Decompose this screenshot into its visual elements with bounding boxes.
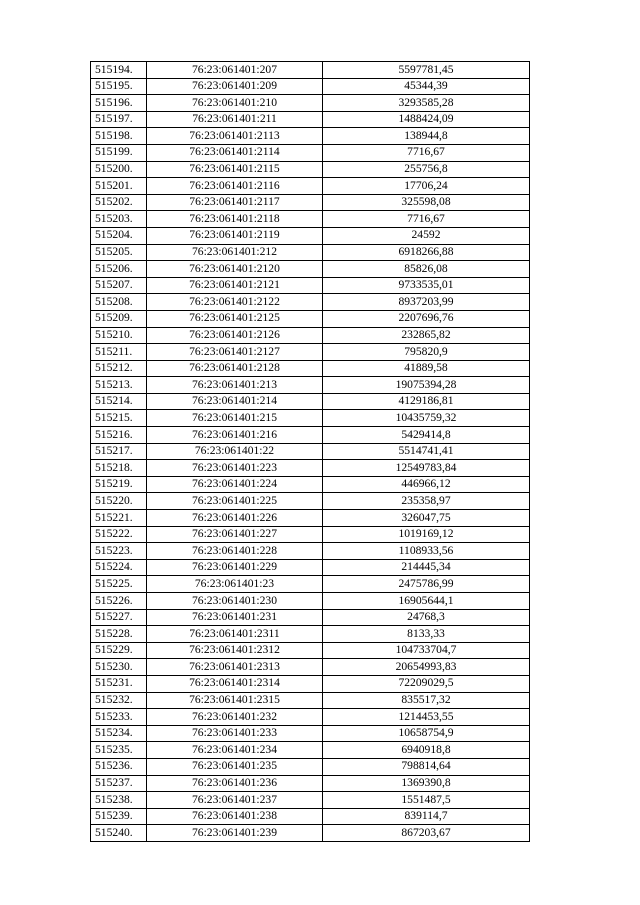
- cadastral-value-cell: 6940918,8: [323, 742, 530, 759]
- row-number-cell: 515219.: [91, 476, 147, 493]
- row-number-cell: 515233.: [91, 709, 147, 726]
- row-number-cell: 515235.: [91, 742, 147, 759]
- cadastral-value-cell: 235358,97: [323, 493, 530, 510]
- cadastral-value-cell: 798814,64: [323, 758, 530, 775]
- row-number-cell: 515214.: [91, 393, 147, 410]
- cadastral-value-cell: 325598,08: [323, 194, 530, 211]
- table-row: [91, 178, 530, 195]
- cadastral-number-cell: 76:23:061401:237: [147, 792, 323, 809]
- table-row: [91, 360, 530, 377]
- cadastral-number-cell: 76:23:061401:231: [147, 609, 323, 626]
- table-row: [91, 775, 530, 792]
- cadastral-value-cell: 3293585,28: [323, 95, 530, 112]
- row-number-cell: 515207.: [91, 277, 147, 294]
- cadastral-number-cell: 76:23:061401:227: [147, 526, 323, 543]
- cadastral-number-cell: 76:23:061401:233: [147, 725, 323, 742]
- cadastral-number-cell: 76:23:061401:210: [147, 95, 323, 112]
- cadastral-number-cell: 76:23:061401:2122: [147, 294, 323, 311]
- cadastral-value-cell: 7716,67: [323, 211, 530, 228]
- cadastral-value-cell: 2207696,76: [323, 310, 530, 327]
- cadastral-number-cell: 76:23:061401:215: [147, 410, 323, 427]
- cadastral-value-cell: 5514741,41: [323, 443, 530, 460]
- table-row: [91, 626, 530, 643]
- cadastral-number-cell: 76:23:061401:234: [147, 742, 323, 759]
- row-number-cell: 515208.: [91, 294, 147, 311]
- row-number-cell: 515236.: [91, 758, 147, 775]
- cadastral-number-cell: 76:23:061401:2119: [147, 227, 323, 244]
- table-row: [91, 493, 530, 510]
- row-number-cell: 515201.: [91, 178, 147, 195]
- cadastral-value-cell: 4129186,81: [323, 393, 530, 410]
- table-row: [91, 609, 530, 626]
- row-number-cell: 515217.: [91, 443, 147, 460]
- table-row: [91, 543, 530, 560]
- table-row: [91, 377, 530, 394]
- table-row: [91, 642, 530, 659]
- table-row: [91, 443, 530, 460]
- cadastral-value-cell: 24592: [323, 227, 530, 244]
- row-number-cell: 515230.: [91, 659, 147, 676]
- row-number-cell: 515206.: [91, 261, 147, 278]
- row-number-cell: 515197.: [91, 111, 147, 128]
- table-row: [91, 410, 530, 427]
- table-row: [91, 95, 530, 112]
- table-row: [91, 393, 530, 410]
- row-number-cell: 515209.: [91, 310, 147, 327]
- cadastral-value-cell: 8937203,99: [323, 294, 530, 311]
- row-number-cell: 515231.: [91, 675, 147, 692]
- cadastral-number-cell: 76:23:061401:224: [147, 476, 323, 493]
- cadastral-number-cell: 76:23:061401:23: [147, 576, 323, 593]
- row-number-cell: 515221.: [91, 510, 147, 527]
- cadastral-number-cell: 76:23:061401:207: [147, 62, 323, 79]
- cadastral-number-cell: 76:23:061401:2120: [147, 261, 323, 278]
- cadastral-number-cell: 76:23:061401:225: [147, 493, 323, 510]
- cadastral-value-cell: 16905644,1: [323, 593, 530, 610]
- cadastral-value-cell: 1369390,8: [323, 775, 530, 792]
- row-number-cell: 515225.: [91, 576, 147, 593]
- row-number-cell: 515240.: [91, 825, 147, 842]
- row-number-cell: 515222.: [91, 526, 147, 543]
- cadastral-number-cell: 76:23:061401:2312: [147, 642, 323, 659]
- cadastral-value-cell: 5429414,8: [323, 427, 530, 444]
- row-number-cell: 515199.: [91, 144, 147, 161]
- cadastral-value-table: [90, 61, 530, 842]
- table-row: [91, 758, 530, 775]
- table-row: [91, 675, 530, 692]
- table-row: [91, 277, 530, 294]
- cadastral-value-cell: 41889,58: [323, 360, 530, 377]
- row-number-cell: 515229.: [91, 642, 147, 659]
- cadastral-number-cell: 76:23:061401:2126: [147, 327, 323, 344]
- cadastral-value-cell: 104733704,7: [323, 642, 530, 659]
- cadastral-number-cell: 76:23:061401:238: [147, 808, 323, 825]
- cadastral-number-cell: 76:23:061401:2113: [147, 128, 323, 145]
- table-row: [91, 593, 530, 610]
- cadastral-value-cell: 214445,34: [323, 559, 530, 576]
- cadastral-value-cell: 8133,33: [323, 626, 530, 643]
- row-number-cell: 515205.: [91, 244, 147, 261]
- cadastral-number-cell: 76:23:061401:2121: [147, 277, 323, 294]
- table-row: [91, 244, 530, 261]
- table-row: [91, 576, 530, 593]
- row-number-cell: 515212.: [91, 360, 147, 377]
- cadastral-value-cell: 795820,9: [323, 344, 530, 361]
- cadastral-value-cell: 839114,7: [323, 808, 530, 825]
- row-number-cell: 515213.: [91, 377, 147, 394]
- table-row: [91, 427, 530, 444]
- cadastral-number-cell: 76:23:061401:2128: [147, 360, 323, 377]
- cadastral-value-cell: 138944,8: [323, 128, 530, 145]
- cadastral-value-cell: 24768,3: [323, 609, 530, 626]
- cadastral-value-cell: 9733535,01: [323, 277, 530, 294]
- cadastral-number-cell: 76:23:061401:228: [147, 543, 323, 560]
- table-row: [91, 792, 530, 809]
- cadastral-number-cell: 76:23:061401:2314: [147, 675, 323, 692]
- cadastral-value-cell: 5597781,45: [323, 62, 530, 79]
- cadastral-number-cell: 76:23:061401:239: [147, 825, 323, 842]
- cadastral-number-cell: 76:23:061401:2315: [147, 692, 323, 709]
- cadastral-value-cell: 45344,39: [323, 78, 530, 95]
- table-row: [91, 692, 530, 709]
- row-number-cell: 515204.: [91, 227, 147, 244]
- cadastral-value-cell: 835517,32: [323, 692, 530, 709]
- row-number-cell: 515232.: [91, 692, 147, 709]
- cadastral-value-cell: 1488424,09: [323, 111, 530, 128]
- cadastral-number-cell: 76:23:061401:235: [147, 758, 323, 775]
- cadastral-number-cell: 76:23:061401:2125: [147, 310, 323, 327]
- cadastral-value-cell: 326047,75: [323, 510, 530, 527]
- cadastral-value-cell: 1019169,12: [323, 526, 530, 543]
- cadastral-number-cell: 76:23:061401:236: [147, 775, 323, 792]
- cadastral-number-cell: 76:23:061401:2311: [147, 626, 323, 643]
- table-row: [91, 526, 530, 543]
- cadastral-number-cell: 76:23:061401:212: [147, 244, 323, 261]
- cadastral-number-cell: 76:23:061401:2313: [147, 659, 323, 676]
- cadastral-value-cell: 1214453,55: [323, 709, 530, 726]
- cadastral-value-cell: 2475786,99: [323, 576, 530, 593]
- row-number-cell: 515210.: [91, 327, 147, 344]
- cadastral-value-cell: 20654993,83: [323, 659, 530, 676]
- table-row: [91, 310, 530, 327]
- cadastral-number-cell: 76:23:061401:226: [147, 510, 323, 527]
- cadastral-number-cell: 76:23:061401:22: [147, 443, 323, 460]
- cadastral-value-cell: 446966,12: [323, 476, 530, 493]
- row-number-cell: 515195.: [91, 78, 147, 95]
- table-row: [91, 227, 530, 244]
- cadastral-value-cell: 10435759,32: [323, 410, 530, 427]
- row-number-cell: 515234.: [91, 725, 147, 742]
- cadastral-number-cell: 76:23:061401:216: [147, 427, 323, 444]
- row-number-cell: 515198.: [91, 128, 147, 145]
- row-number-cell: 515224.: [91, 559, 147, 576]
- table-row: [91, 659, 530, 676]
- cadastral-value-cell: 1551487,5: [323, 792, 530, 809]
- table-row: [91, 559, 530, 576]
- row-number-cell: 515239.: [91, 808, 147, 825]
- row-number-cell: 515216.: [91, 427, 147, 444]
- cadastral-value-cell: 17706,24: [323, 178, 530, 195]
- row-number-cell: 515218.: [91, 460, 147, 477]
- cadastral-number-cell: 76:23:061401:2115: [147, 161, 323, 178]
- table-row: [91, 261, 530, 278]
- cadastral-value-cell: 10658754,9: [323, 725, 530, 742]
- cadastral-number-cell: 76:23:061401:232: [147, 709, 323, 726]
- row-number-cell: 515203.: [91, 211, 147, 228]
- row-number-cell: 515215.: [91, 410, 147, 427]
- table-row: [91, 476, 530, 493]
- table-row: [91, 161, 530, 178]
- cadastral-value-cell: 1108933,56: [323, 543, 530, 560]
- row-number-cell: 515227.: [91, 609, 147, 626]
- row-number-cell: 515238.: [91, 792, 147, 809]
- cadastral-number-cell: 76:23:061401:213: [147, 377, 323, 394]
- table-row: [91, 211, 530, 228]
- cadastral-number-cell: 76:23:061401:214: [147, 393, 323, 410]
- table-row: [91, 344, 530, 361]
- table-row: [91, 725, 530, 742]
- cadastral-value-cell: 19075394,28: [323, 377, 530, 394]
- cadastral-value-cell: 255756,8: [323, 161, 530, 178]
- cadastral-value-cell: 72209029,5: [323, 675, 530, 692]
- cadastral-value-cell: 7716,67: [323, 144, 530, 161]
- row-number-cell: 515220.: [91, 493, 147, 510]
- cadastral-value-cell: 232865,82: [323, 327, 530, 344]
- row-number-cell: 515211.: [91, 344, 147, 361]
- cadastral-number-cell: 76:23:061401:2118: [147, 211, 323, 228]
- cadastral-value-cell: 867203,67: [323, 825, 530, 842]
- table-row: [91, 742, 530, 759]
- table-row: [91, 294, 530, 311]
- cadastral-number-cell: 76:23:061401:223: [147, 460, 323, 477]
- cadastral-number-cell: 76:23:061401:230: [147, 593, 323, 610]
- row-number-cell: 515194.: [91, 62, 147, 79]
- table-row: [91, 111, 530, 128]
- row-number-cell: 515237.: [91, 775, 147, 792]
- table-row: [91, 194, 530, 211]
- row-number-cell: 515196.: [91, 95, 147, 112]
- row-number-cell: 515200.: [91, 161, 147, 178]
- cadastral-number-cell: 76:23:061401:211: [147, 111, 323, 128]
- table-row: [91, 510, 530, 527]
- row-number-cell: 515228.: [91, 626, 147, 643]
- cadastral-value-cell: 6918266,88: [323, 244, 530, 261]
- cadastral-number-cell: 76:23:061401:2127: [147, 344, 323, 361]
- table-row: [91, 808, 530, 825]
- table-row: [91, 144, 530, 161]
- cadastral-number-cell: 76:23:061401:2116: [147, 178, 323, 195]
- table-row: [91, 128, 530, 145]
- cadastral-number-cell: 76:23:061401:2114: [147, 144, 323, 161]
- row-number-cell: 515202.: [91, 194, 147, 211]
- table-row: [91, 62, 530, 79]
- cadastral-number-cell: 76:23:061401:2117: [147, 194, 323, 211]
- row-number-cell: 515226.: [91, 593, 147, 610]
- table-row: [91, 460, 530, 477]
- table-body: [91, 62, 530, 842]
- cadastral-value-cell: 85826,08: [323, 261, 530, 278]
- table-row: [91, 78, 530, 95]
- cadastral-number-cell: 76:23:061401:209: [147, 78, 323, 95]
- cadastral-number-cell: 76:23:061401:229: [147, 559, 323, 576]
- table-row: [91, 709, 530, 726]
- cadastral-value-cell: 12549783,84: [323, 460, 530, 477]
- table-row: [91, 825, 530, 842]
- row-number-cell: 515223.: [91, 543, 147, 560]
- table-row: [91, 327, 530, 344]
